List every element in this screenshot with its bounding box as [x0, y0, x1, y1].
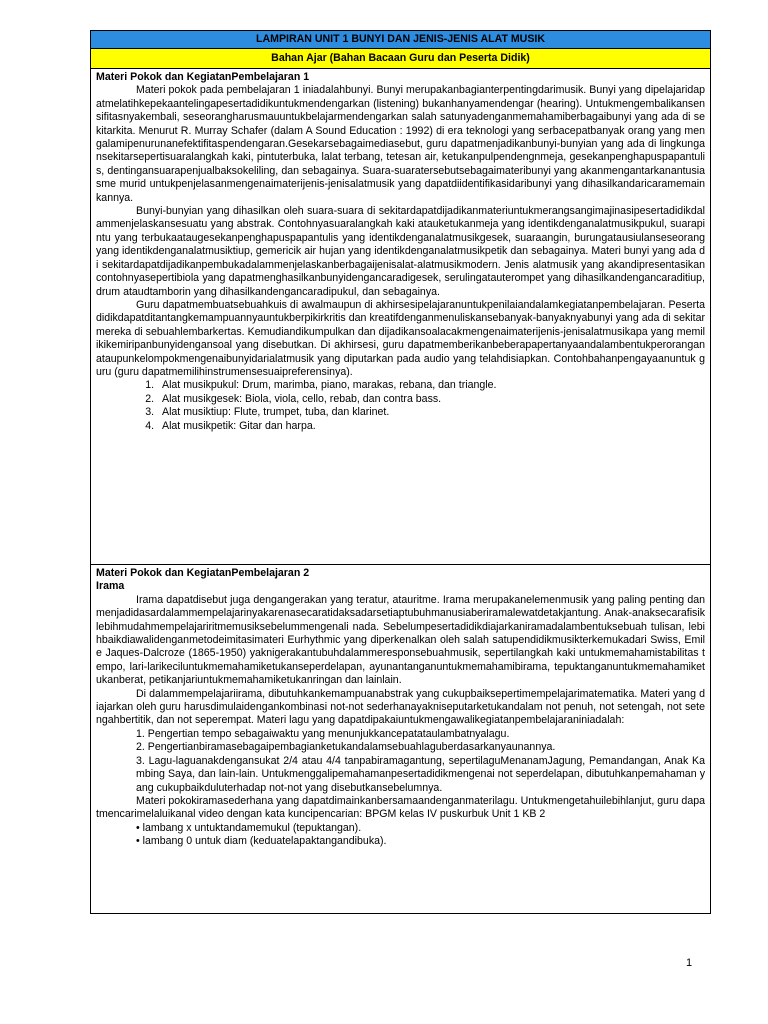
section-2-row: [91, 565, 711, 914]
list-item: 2. Pengertianbiramasebagaipembagianketukandalamsebuahlaguberdasarkanyaunannya.: [136, 741, 556, 754]
section-2-subheading: Irama: [96, 580, 125, 593]
list-item: 3. Alat musiktiup: Flute, trumpet, tuba, dan klarinet.: [157, 406, 705, 419]
title-row: [91, 31, 711, 49]
lesson-table: [90, 30, 711, 914]
list-item: 1. Pengertian tempo sebagaiwaktu yang menunjukkancepatataulambatnyalagu.: [136, 727, 510, 740]
section-1-cell: [91, 69, 711, 565]
section-1-paragraph-2: Bunyi-bunyian yang dihasilkan oleh suara-suara di sekitardapatdijadikanmateriuntukmerangsangimajinasipesertadidikdalammenjelaskansesuatu yang abstrak. Contohnyasuaralangkah kaki atauketukanmeja yang identikdenganalatmusikpukul, suarapintu yang terbukaataugesekanpenghapuspapantulis yang identikdenganalatmusikgesek, suaraangin, burungatausiulanseseorang yang identikdenganalatmusiktiup, gemericik air hujan yang identikdenganalatmusikpetik dan sebagainya. Materi bunyi yang ada di sekitardapatdijadikanpembukadalammenjelaskanberbagaijenisalat-alatmusikmodern. Jenis alatmusik yang akandipresentasikancontohnyasepertibiola yang dapatmenghasilkanbunyidengancaradigesek, serulingatauterompet yang dihasilkandengancaraditiup, drum ataudtamborin yang dihasilkandengancaradipukul, dan sebagainya.: [96, 205, 705, 298]
list-item: • lambang 0 untuk diam (keduatelapaktangandibuka).: [136, 835, 387, 848]
list-item: 1. Alat musikpukul: Drum, marimba, piano, marakas, rebana, dan triangle.: [157, 379, 705, 392]
section-2-paragraph-3: Materi pokokiramasederhana yang dapatdimainkanbersamaandenganmaterilagu. Untukmengetahuilebihlanjut, guru dapatmencarimelaluikanal video dengan kata kuncipencarian: BPGM kelas IV puskurbuk Unit 1 KB 2: [96, 794, 705, 821]
section-2-paragraph-1: Irama dapatdisebut juga dengangerakan yang teratur, atauritme. Irama merupakanelemenmusik yang paling penting dan menjadidasardalammempelajarinyakarenasecaratidaksadarsetiaptubuhmanusiaberiramalewatdetakjantung. Anak-anaksecarafisiklebihmudahmempelajariritmemusiksebelummengenali nada. Sebelumpesertadidikdiajarkaniramadalambentuksebuah tulisan, lebihbaikdiawalidenganmetodeimitasimateri Eurhythmic yang diperkenalkan oleh salah satupendidikmusikterkemukadari Swiss, Emile Jaques-Dalcroze (1865-1950) yaknigerakantubuhdalammeresponsebuahmusik, sepertilangkah kaki untukmemahamistabilitas tempo, lari-larikeciluntukmemahamiketukanseperdelapan, ayunantanganuntukmemahamibirama, tepuktanganuntukmemahamiketukanberat, petikanjariuntukmemahamiketukanringan dan lainlain.: [96, 593, 705, 687]
subtitle-row: [91, 49, 711, 69]
document-page: [90, 30, 711, 914]
list-item: 4. Alat musikpetik: Gitar dan harpa.: [157, 420, 705, 433]
document-subtitle: Bahan Ajar (Bahan Bacaan Guru dan Peserta Didik): [91, 49, 711, 69]
instrument-list: [96, 379, 705, 433]
section-1-paragraph-1: Materi pokok pada pembelajaran 1 iniadalahbunyi. Bunyi merupakanbagianterpentingdarimusik. Bunyi yang dipelajaridapatmelatihkepekaantelingapesertadidikuntukmendengarkan (listening) bukanhanyamendengar (hearing). Untukmengembalikansensifitasnyakembali, seseorangharusmauuntukbelajarmendengarkan salah satunyadenganmemahamiberbagaibunyi yang ada di sekitarkita. Menurut R. Murray Schafer (dalam A Sound Education : 1992) di era teknologi yang serbacepatbanyak orang yang mengalamipenurunanefektifitaspendengaran.Gesekarsebagaimediasebut, guru dapatmenjadikanbunyi-bunyian yang ada di lingkungansekitarsepertisuaralangkah kaki, pintuterbuka, lalat terbang, tetesan air, ketukanpulpendengnmeja, gesekanpenghapuspapantulis, dentingansuarapenjualbaksokeliling, dan sebagainya. Suara-suaratersebutsebagaimateribunyi yang akanmengantarkanantusiasme murid untukpenjelasanmengenaimaterijenis-jenisalatmusik yang dapatdiidentifikasidaribunyi yang dihasilkandaricaramemainkannya.: [96, 84, 705, 204]
section-2-heading: Materi Pokok dan KegiatanPembelajaran 2: [96, 567, 310, 579]
section-1-heading: Materi Pokok dan KegiatanPembelajaran 1: [96, 71, 310, 83]
list-item: 2. Alat musikgesek: Biola, viola, cello, rebab, dan contra bass.: [157, 393, 705, 406]
list-item: • lambang x untuktandamemukul (tepuktangan).: [136, 821, 362, 834]
section-1-row: [91, 69, 711, 565]
list-item: 3. Lagu-laguanakdengansukat 2/4 atau 4/4 tanpabiramagantung, sepertilaguMenanamJagung, Pemandangan, Anak Kambing Saya, dan lain-lain. Untukmenggalipemahamanpesertadidikmengenai not seperdelapan, dibutuhkanpemahaman yang cukupbaikduluterhadap not-not yang disebutkansebelumnya.: [136, 754, 705, 794]
section-2-paragraph-2: Di dalammempelajariirama, dibutuhkankemampuanabstrak yang cukupbaiksepertimempelajarimatematika. Materi yang diajarkan oleh guru harusdimulaidengankombinasi not-not sederhanayakniseputarketukandalam not penuh, not setengah, not setengahbertitik, dan not seperempat. Materi lagu yang dapatdipakaiuntukmengawalikegiatanpembelajaraniniadalah:: [96, 687, 705, 727]
document-title: LAMPIRAN UNIT 1 BUNYI DAN JENIS-JENIS ALAT MUSIK: [91, 31, 711, 49]
page-number: 1: [686, 957, 693, 969]
section-1-paragraph-3: Guru dapatmembuatsebuahkuis di awalmaupun di akhirsesipelajaranuntukpenilaiandalamkegiatanpembelajaran. Pesertadidikdapatditantangkemampuannyauntukberpikirkritis dan kreatifdenganmenuliskansebanyak-banyaknyabunyi yang ada di sekitarmereka di sebuahlembarkertas. Kemudiandikumpulkan dan dijadikansoalacakmengenaimaterijenis-jenisalatmusikapa yang memilikikemiripanbunyidengansoal yang disebutkan. Di akhirsesi, guru dapatmemberikanbeberapapertanyaandalambentukperoranganataupunkelompokmengenaibunyidarialatmusik yang diputarkan pada audio yang telahdisiapkan. Contohbahanpengayaanuntuk guru (guru dapatmemilihinstrumensesuaipreferensinya).: [96, 298, 705, 378]
section-2-cell: [91, 565, 711, 914]
